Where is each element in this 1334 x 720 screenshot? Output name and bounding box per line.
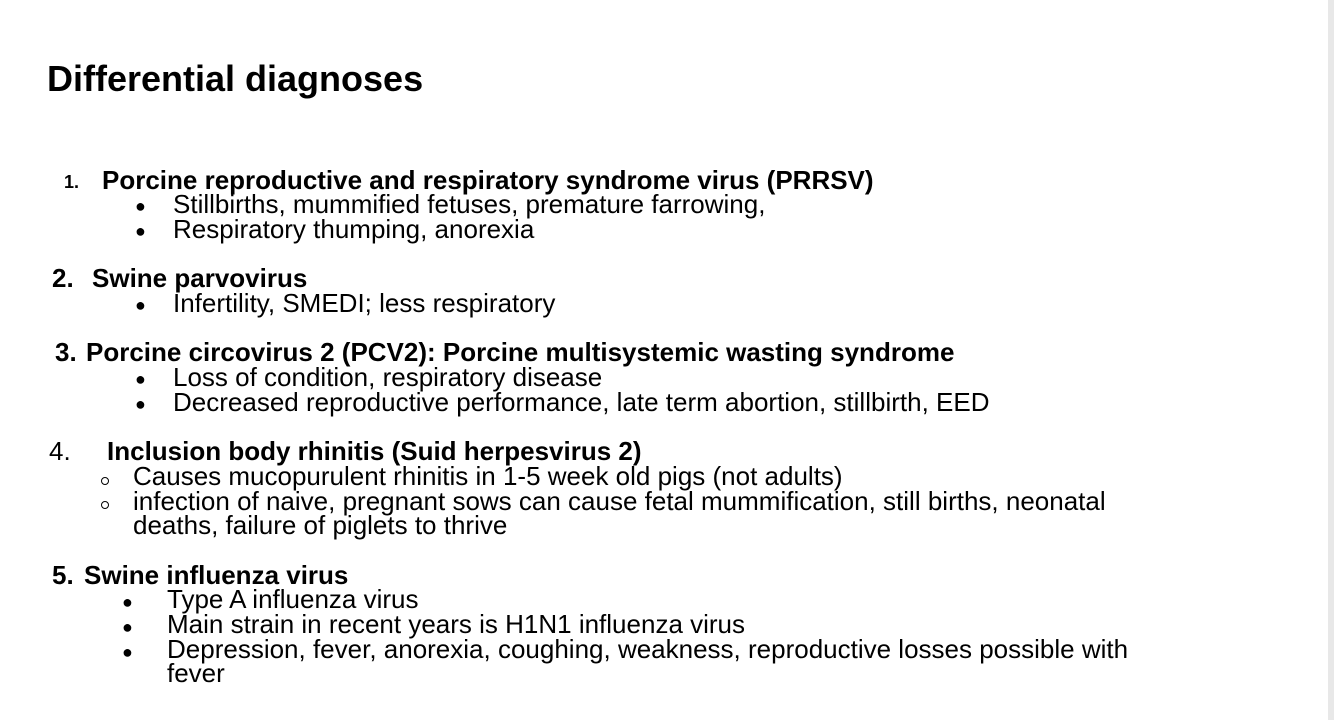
bullet-icon: ● bbox=[135, 295, 146, 315]
bullet-text: Decreased reproductive performance, late term abortion, stillbirth, EED bbox=[173, 387, 990, 417]
section-number: 1. bbox=[64, 172, 80, 192]
section-number: 2. bbox=[52, 263, 74, 293]
section-heading: Porcine circovirus 2 (PCV2): Porcine multisystemic wasting syndrome bbox=[86, 337, 955, 367]
bullet-text: Loss of condition, respiratory disease bbox=[173, 362, 603, 392]
bullet-icon: ● bbox=[122, 617, 133, 637]
section-heading: Swine parvovirus bbox=[92, 263, 308, 293]
bullet-icon: ● bbox=[135, 369, 146, 389]
section-heading: Porcine reproductive and respiratory syndrome virus (PRRSV) bbox=[102, 165, 874, 195]
bullet-text: Depression, fever, anorexia, coughing, weakness, reproductive losses possible with bbox=[167, 634, 1129, 664]
section-number: 5. bbox=[52, 560, 74, 590]
bullet-text: infection of naive, pregnant sows can cause fetal mummification, still births, neonatal bbox=[133, 486, 1106, 516]
bullet-text-continuation: deaths, failure of piglets to thrive bbox=[133, 510, 508, 540]
slide-edge bbox=[1328, 0, 1334, 720]
bullet-text-continuation: fever bbox=[167, 658, 225, 688]
bullet-text: Stillbirths, mummified fetuses, premature farrowing, bbox=[173, 189, 766, 219]
slide-title: Differential diagnoses bbox=[47, 58, 424, 99]
bullet-text: Causes mucopurulent rhinitis in 1-5 week old pigs (not adults) bbox=[133, 461, 843, 491]
section-number: 3. bbox=[55, 337, 77, 367]
bullet-icon: ● bbox=[135, 196, 146, 216]
section-heading: Inclusion body rhinitis (Suid herpesvirus 2) bbox=[107, 436, 642, 466]
bullet-icon: ● bbox=[135, 394, 146, 414]
bullet-text: Infertility, SMEDI; less respiratory bbox=[173, 288, 556, 318]
bullet-text: Type A influenza virus bbox=[167, 584, 419, 614]
bullet-icon: ● bbox=[122, 592, 133, 612]
hollow-bullet-icon bbox=[101, 477, 109, 485]
bullet-icon: ● bbox=[122, 642, 133, 662]
hollow-bullet-icon bbox=[101, 501, 109, 509]
bullet-text: Main strain in recent years is H1N1 influenza virus bbox=[167, 609, 746, 639]
bullet-icon: ● bbox=[135, 221, 146, 241]
section-heading: Swine influenza virus bbox=[84, 560, 349, 590]
bullet-text: Respiratory thumping, anorexia bbox=[173, 214, 535, 244]
section-number: 4. bbox=[49, 436, 71, 466]
